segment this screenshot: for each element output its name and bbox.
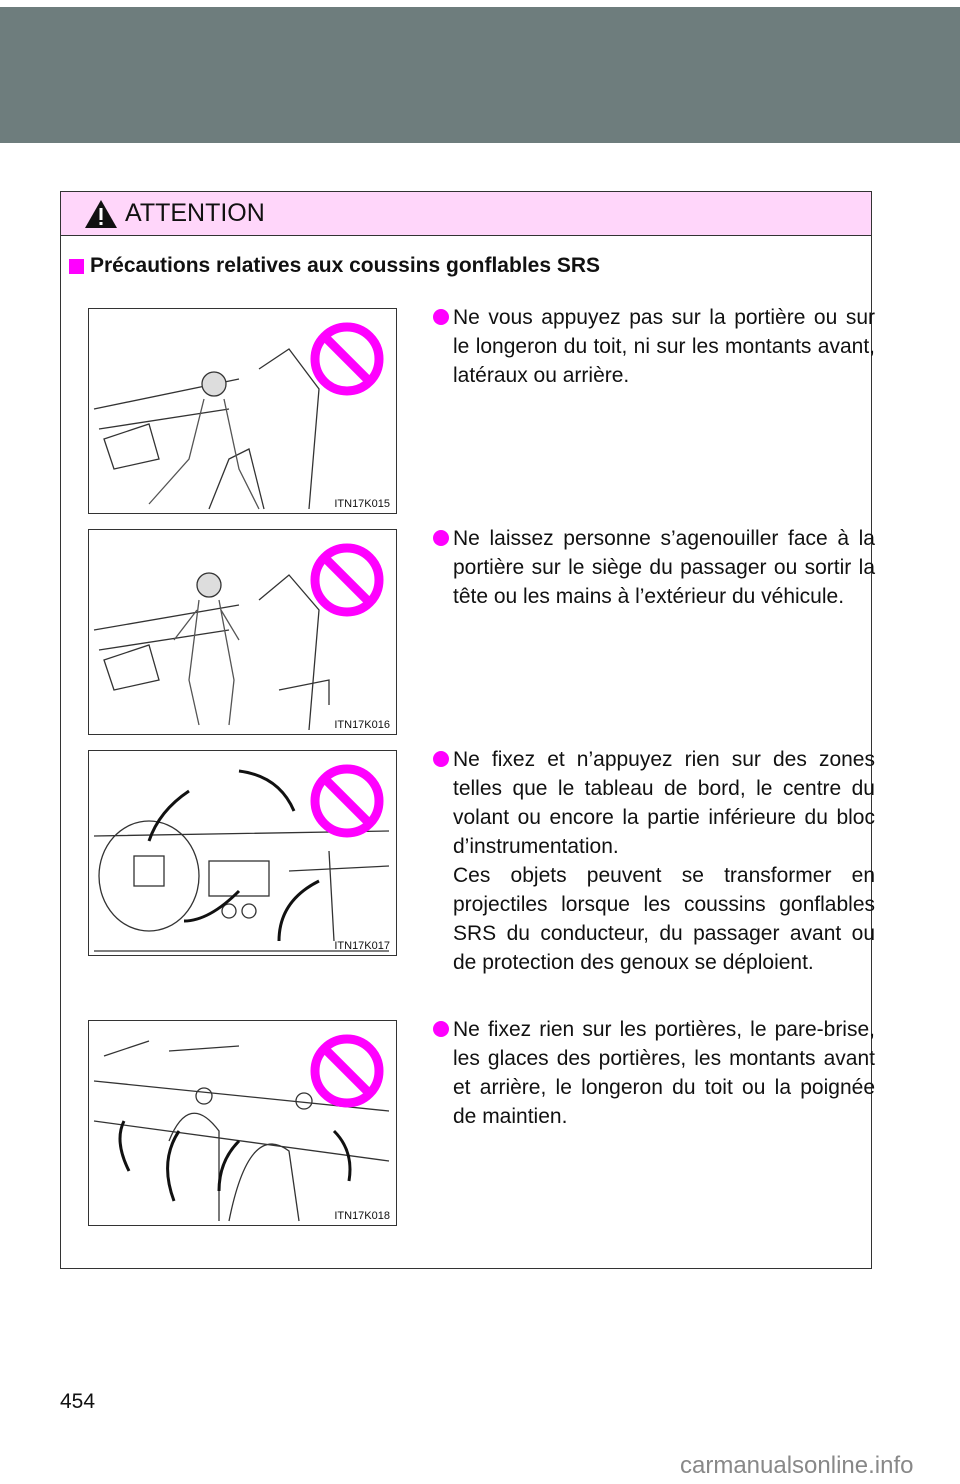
bullet-icon [433, 530, 449, 546]
item-text: Ne fixez et n’appuyez rien sur des zones telles que le tableau de bord, le centre du volant ou encore la partie inférieure du bloc d’instrumentation. [453, 748, 875, 858]
illustration-kneeling-seat [89, 530, 396, 734]
item-text: Ne fixez rien sur les portières, le pare-brise, les glaces des portières, les montants avant et arrière, le longeron du toit ou la poignée de maintien. [453, 1018, 875, 1128]
attention-header [61, 192, 871, 236]
section-title: Précautions relatives aux coussins gonflables SRS [90, 254, 601, 277]
figure-4 [88, 1020, 397, 1226]
section-heading [69, 254, 600, 278]
attention-title: ATTENTION [125, 199, 265, 227]
bullet-item-3 [433, 745, 875, 977]
attention-box [60, 191, 875, 1269]
prohibition-icon [315, 769, 379, 833]
page-number: 454 [60, 1390, 96, 1413]
bullet-icon [433, 751, 449, 767]
figure-2 [88, 529, 397, 735]
prohibition-icon [315, 1039, 379, 1103]
bullet-item-2 [433, 524, 875, 611]
figure-code: ITN17K017 [334, 940, 390, 952]
bullet-icon [433, 1021, 449, 1037]
bullet-item-1 [433, 303, 875, 390]
figure-code: ITN17K016 [334, 719, 390, 731]
warning-icon [83, 198, 119, 230]
bullet-icon [433, 309, 449, 325]
illustration-dashboard [89, 751, 396, 955]
prohibition-icon [315, 327, 379, 391]
illustration-interior [89, 1021, 396, 1225]
watermark: carmanualsonline.info [680, 1452, 914, 1479]
square-bullet-icon [69, 259, 84, 274]
figure-3 [88, 750, 397, 956]
bullet-item-4 [433, 1015, 875, 1131]
item-text: Ne laissez personne s’agenouiller face à la portière sur le siège du passager ou sortir la tête ou les mains à l’extérieur du véhicule. [453, 527, 875, 608]
figure-code: ITN17K015 [334, 498, 390, 510]
header-band [0, 7, 960, 143]
figure-1 [88, 308, 397, 514]
illustration-leaning-door [89, 309, 396, 513]
prohibition-icon [315, 548, 379, 612]
item-text: Ne vous appuyez pas sur la portière ou sur le longeron du toit, ni sur les montants avant, latéraux ou arrière. [453, 306, 875, 387]
item-text-continued: Ces objets peuvent se transformer en projectiles lorsque les coussins gonflables SRS du conducteur, du passager avant ou de protection des genoux se déploient. [453, 864, 875, 974]
figure-code: ITN17K018 [334, 1210, 390, 1222]
